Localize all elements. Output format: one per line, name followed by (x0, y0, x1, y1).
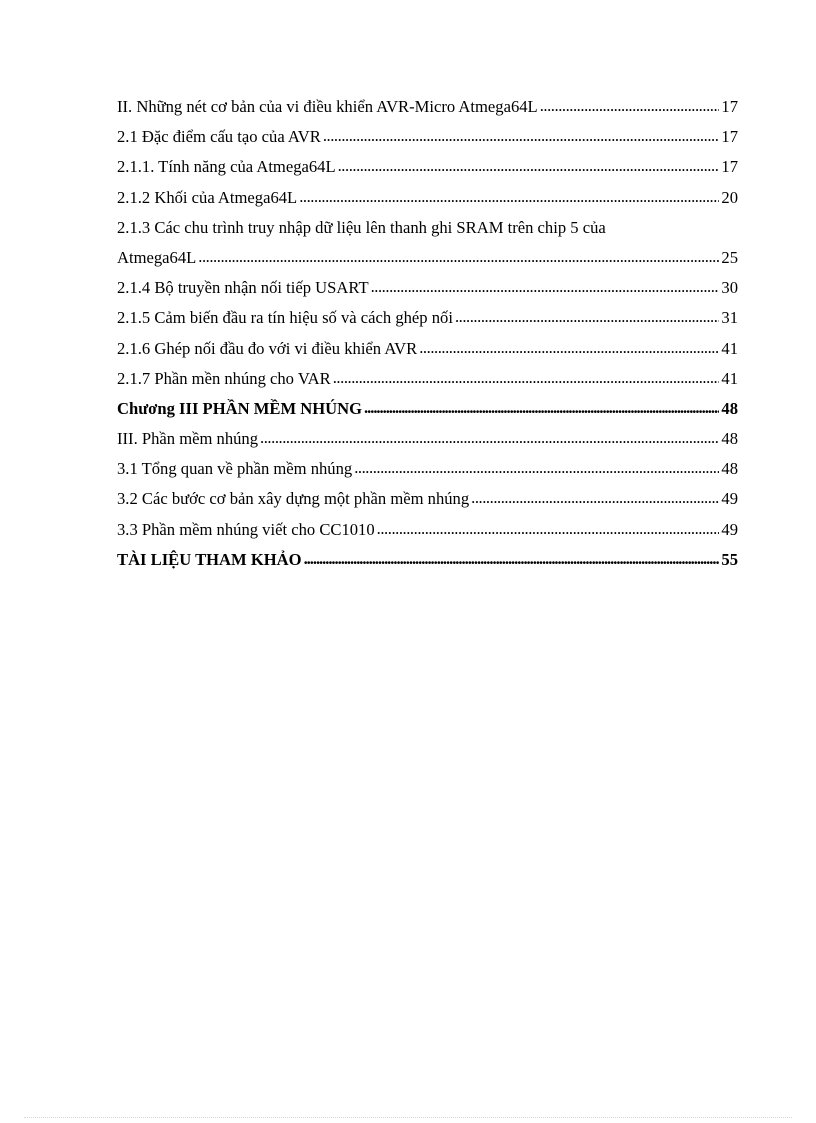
toc-page-number: 31 (721, 308, 738, 328)
dot-leader (338, 151, 720, 181)
toc-entry-title: III. Phần mềm nhúng (117, 429, 259, 449)
toc-entry[interactable] (117, 515, 738, 545)
toc-page-number: 17 (721, 127, 738, 147)
toc-page-number: 17 (721, 97, 738, 116)
toc-entry-first-line[interactable] (117, 213, 738, 243)
toc-entry[interactable] (117, 424, 738, 454)
dot-leader (198, 242, 719, 272)
table-of-contents (117, 92, 738, 575)
dot-leader (299, 182, 719, 212)
toc-entry-references[interactable] (117, 545, 738, 575)
toc-entry[interactable] (117, 303, 738, 333)
dot-leader (471, 483, 719, 513)
toc-entry-title: II. Những nét cơ bản của vi điều khiển AVR-Micro Atmega64L (117, 97, 538, 116)
toc-entry[interactable] (117, 183, 738, 213)
dot-leader (323, 121, 720, 151)
toc-entry-title: 2.1.7 Phần mền nhúng cho VAR (117, 368, 331, 388)
toc-entry-title: TÀI LIỆU THAM KHẢO (117, 549, 302, 569)
toc-entry-title: Chương III PHẦN MỀM NHÚNG (117, 398, 363, 418)
toc-entry-title: 3.2 Các bước cơ bản xây dựng một phần mềm nhúng (117, 489, 470, 509)
toc-entry-title: 2.1.5 Cảm biến đầu ra tín hiệu số và cách ghép nối (117, 308, 453, 328)
dot-leader (364, 393, 719, 423)
toc-entry[interactable] (117, 454, 738, 484)
toc-entry[interactable] (117, 334, 738, 364)
toc-entry-title: Atmega64L (117, 247, 197, 267)
toc-entry[interactable] (117, 152, 738, 182)
toc-entry-chapter[interactable] (117, 394, 738, 424)
toc-entry[interactable] (117, 484, 738, 514)
toc-entry[interactable] (117, 92, 738, 122)
dot-leader (419, 333, 719, 363)
toc-entry[interactable] (117, 122, 738, 152)
toc-page-number: 48 (721, 429, 738, 449)
toc-entry-title: 3.1 Tổng quan về phần mềm nhúng (117, 459, 353, 479)
toc-page-number: 20 (721, 187, 738, 207)
toc-entry-title: 2.1.1. Tính năng của Atmega64L (117, 157, 336, 177)
toc-entry-title: 2.1.6 Ghép nối đầu đo với vi điều khiển AVR (117, 338, 418, 358)
toc-entry-title: 2.1 Đặc điểm cấu tạo của AVR (117, 127, 321, 147)
dot-leader (371, 272, 720, 302)
toc-page-number: 41 (721, 368, 738, 388)
dot-leader (304, 544, 720, 574)
toc-page-number: 30 (721, 278, 738, 298)
dot-leader (260, 423, 719, 453)
toc-page-number: 17 (721, 157, 738, 177)
dot-leader (333, 363, 720, 393)
toc-entry-title: 2.1.2 Khối của Atmega64L (117, 187, 298, 207)
toc-page-number: 25 (721, 247, 738, 267)
toc-entry-title: 3.3 Phần mềm nhúng viết cho CC1010 (117, 519, 375, 539)
dot-leader (455, 302, 719, 332)
page-bottom-rule (24, 1117, 792, 1118)
dot-leader (377, 514, 720, 544)
toc-entry-title-line1: 2.1.3 Các chu trình truy nhập dữ liệu lên thanh ghi SRAM trên chip 5 của (117, 217, 606, 237)
toc-entry-title: 2.1.4 Bộ truyền nhận nối tiếp USART (117, 278, 369, 298)
toc-entry[interactable] (117, 364, 738, 394)
toc-entry[interactable] (117, 273, 738, 303)
toc-page-number: 49 (721, 489, 738, 509)
toc-page-number: 49 (721, 519, 738, 539)
toc-page-number: 48 (721, 398, 738, 418)
toc-page-number: 41 (721, 338, 738, 358)
toc-page-number: 55 (721, 549, 738, 569)
toc-page-number: 48 (721, 459, 738, 479)
dot-leader (540, 91, 720, 121)
dot-leader (354, 453, 719, 483)
toc-entry[interactable] (117, 243, 738, 273)
